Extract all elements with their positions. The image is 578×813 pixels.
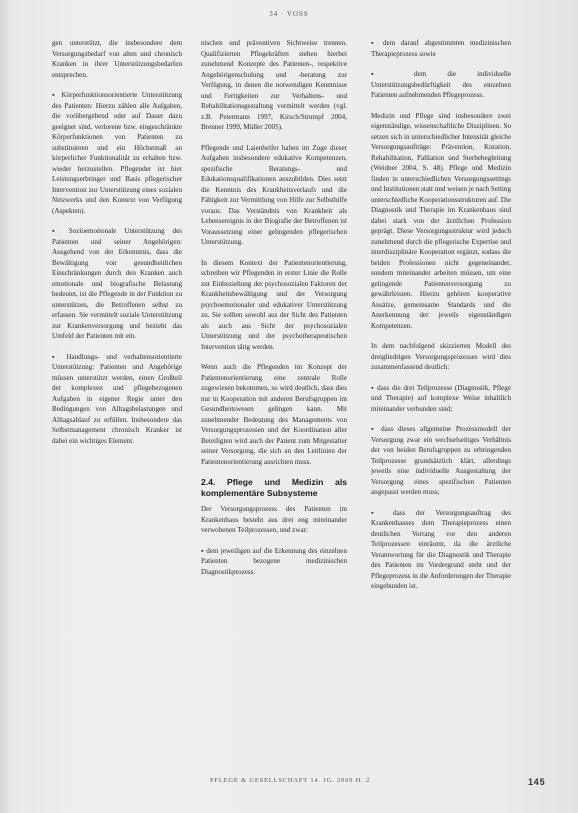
journal-citation: PFLEGE & GESELLSCHAFT 14. JG. 2009 H. 2 [209,777,370,784]
paragraph: nischen und präventiven Sichtweise trennen. Qualifizierten Pflegekräften stehen hierbei zunehmend Konzepte des Patienten-, respektive Angehörigenschulung und -beratung zur Verfügung, in denen die notwendigen Kenntnisse und Fertigkeiten zur Verhaltens- und Rehabilitationsgestaltung vermittelt werden (vgl. z.B. Petermann 1997, Kirsch/Strumpf 2004, Brenner 1999, Müller 2005). [201,39,347,131]
paragraph: Wenn auch die Pflegenden im Konzept der Patientenorientierung eine zentrale Rolle zugewiesen bekommen, so wird deutlich, dass dies nur in Kooperation mit anderen Berufsgruppen im Gesundheitswesen gelingen kann. Mit zunehmender Bedeutung des Managements von Versorgungsprozessen und der Koordination aller Beteiligten wird auch der Patient zum Mitgestalter seiner Versorgung, die sich an den Leitlinien der Patientenorientierung ausrichten muss. [201,363,347,466]
section-heading: 2.4. Pflege und Medizin als komplementäre Subsysteme [201,477,347,498]
bullet-paragraph: ▪ dass der Versorgungsauftrag des Krankenhauses dem Therapieprozess einen deutlichen Vorrang vor den anderen Teilprozessen einräumt, da die ärztliche Verantwortung für die Diagnostik und Therapie des Patienten im Vordergrund steht und der Pflegeprozess in die Anforderungen der Therapie eingebunden ist. [371,508,511,590]
bullet-paragraph: ▪ Handlungs- und verhaltensorientierte Unterstützung: Patienten und Angehörige müssen unterstützt werden, einen Großteil der komplexen und pflegebezogenen Aufgaben in eigener Regie unter den Bedingungen von Alltagsbelastungen und Alltagsablauf zu erfüllen. Insbesondere das Selbstmanagement chronisch Kranker ist dabei ein wichtiges Element. [52,352,182,445]
paragraph: gen unterstützt, die insbesondere dem Versorgungsbedarf von alten und chronisch Kranken in ihrer Unterstützungsbedarfen entsprechen. [52,39,182,79]
page-number: 145 [528,777,546,787]
paragraph: Medizin und Pflege sind insbesondere zwei eigenständige, wissenschaftliche Disziplinen. So setzen sich in unterschiedlicher Intensität gleiche Versorgungsaufträge: Prävention, Kuration, Rehabilitation, Palliation und Sterbebegleitung (Weidner 2004, S. 48). Pflege und Medizin finden in unterschiedlichen Versorgungssettings und Institutionen statt und weisen je nach Setting unterschiedliche Kooperationsstrukturen auf. Die Diagnostik und Therapie im Krankenhaus sind dabei stark von der ärztlichen Profession geprägt. Diese Versorgungsstruktur wird jedoch zunehmend durch die pflegerische Expertise und interdisziplinäre Kooperation ergänzt, sodass die beiden Professionen nicht gegeneinander, sondern miteinander arbeiten müssen, um eine gelingende Patientenversorgung zu gewährleisten. Hierzu gehören kooperative Ansätze, gemeinsame Standards und die Anerkennung der jeweils eigenständigen Kompetenzen. [371,111,511,330]
paragraph: In dem nachfolgend skizzierten Modell des dreigliedrigen Versorgungsprozesses wird dies zusammenfassend deutlich: [371,342,511,371]
bullet-paragraph: ▪ dem jeweiligen auf die Erkennung des einzelnen Patienten bezogene medizinischen Diagnostikprozess. [201,546,347,576]
bullet-paragraph: ▪ dem darauf abgestimmten medizinischen Therapieprozess sowie [371,39,511,58]
bullet-paragraph: ▪ dass die drei Teilprozesse (Diagnostik, Pflege und Therapie) auf komplexe Weise inhaltlich miteinander verbunden sind; [371,383,511,413]
bullet-paragraph: ▪ Körperfunktionsorientierte Unterstützung des Patienten: Hierzu zählen alle Aufgaben, die vorübergehend oder auf Dauer dazu geeignet sind, verlorene bzw. eingeschränkte Körperfunktionen von Patienten zu substituieren und ein Höchstmaß an körperlicher Funktionalität zu erhalten bzw. wieder herzustellen. Pflegender ist hier Leistungserbringer und Basis pflegerischer Intervention zur Unterstützung eines sozialen Netzwerks und den Kontext von Verfügung (Aspekten). [52,91,182,215]
text-column-2 [201,38,347,758]
bullet-paragraph: ▪ dass dieses allgemeine Prozessmodell der Versorgung zwar ein wechselseitiges Verhältnis der von beiden Berufsgruppen zu erbringenden Teilprozesse grundsätzlich klärt, allerdings jeweils eine individuelle Ausgestaltung der Versorgung eines spezifischen Patienten angepasst werden muss; [371,425,511,496]
text-column-3 [371,38,511,758]
paragraph: In diesem Kontext der Patientenorientierung, schreiben wir Pflegenden in erster Linie die Rolle zur Einbeziehung der psychosozialen Faktoren der Krankheitsbewältigung und der Versorgung psychoemotionaler und edukativer Unterstützung zu. Sie sollten sowohl aus der Sicht des Patienten als auch aus Sicht der psychosozialen Unterstützung und der psychotherapeutischen Intervention tätig werden. [201,258,347,351]
paragraph: Pflegende und Laienhelfer haben im Zuge dieser Aufgaben insbesondere edukative Kompetenzen, spezifische Beratungs- und Edukationsqualifikationen auszubilden. Dies setzt die Kenntnis des Krankheitsverlaufs und die Fähigkeit zur Vermittlung von Hilfe zur Selbsthilfe voraus. Das Verständnis von Krankheit als Lebensereignis in der Biografie der Betroffenen ist Voraussetzung einer gelingenden pflegerischen Unterstützung. [201,143,347,246]
running-header: 34 · VOSS [269,10,309,18]
paragraph: Der Versorgungsprozess des Patienten im Krankenhaus besteht aus drei eng miteinander verwobenen Teilprozessen, und zwar: [201,505,347,534]
bullet-paragraph: ▪ Sozioemotionale Unterstützung des Patienten und seiner Angehörigen: Ausgehend von der Erkenntnis, dass die Bewältigung von gesundheitlichen Einschränkungen durch den Kranken auch emotionale und biografische Belastung bedeutet, ist die Pflegende in der Funktion zu unterstützen, die Betroffenen selbst zu erfassen. Sie vermittelt soziale Unterstützung zur Krankenversorgung und bezieht das Umfeld der Patienten mit ein. [52,227,182,340]
bullet-paragraph: ▪ dem die individuelle Unterstützungsbedürftigkeit des einzelnen Patienten aufnehmenden Pflegeprozess. [371,70,511,99]
text-column-1 [52,38,182,758]
